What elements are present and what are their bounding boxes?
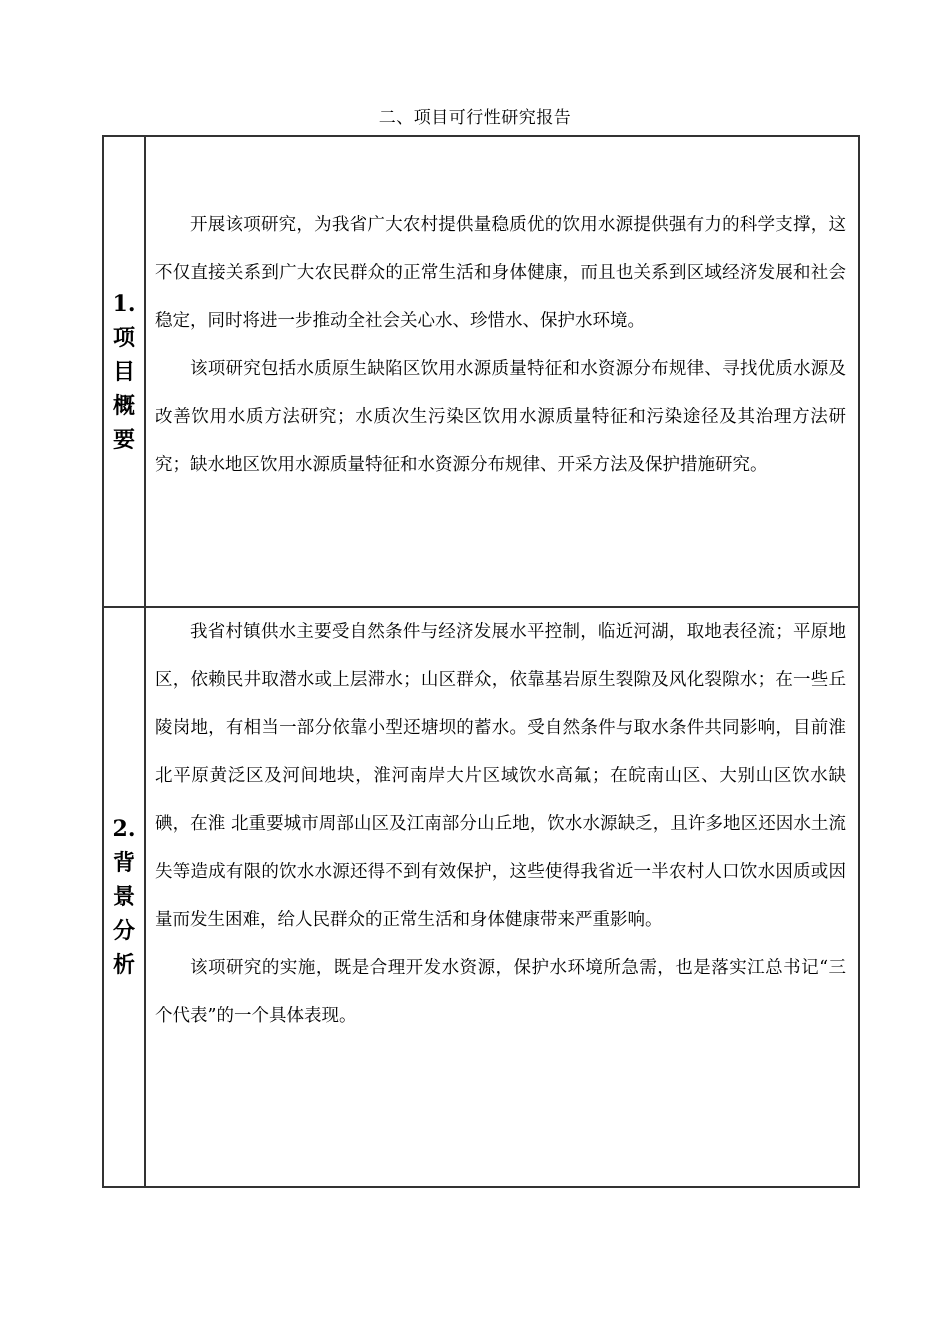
document-title: 二、项目可行性研究报告 (378, 108, 572, 128)
section-content (146, 137, 858, 606)
section-project-overview (104, 137, 858, 606)
section-label-char: 项 (112, 324, 135, 351)
section-number: 1. (112, 290, 136, 317)
section-label-char: 析 (112, 952, 135, 978)
section-label-char: 概 (112, 392, 135, 419)
section-label-char: 要 (112, 426, 135, 453)
section-label-cell (104, 137, 146, 606)
section-number: 2. (112, 816, 136, 842)
report-table (102, 135, 860, 1188)
section-label-cell (104, 608, 146, 1186)
section-label-char: 分 (112, 918, 135, 944)
section-label-char: 目 (112, 358, 135, 385)
section-content (146, 608, 858, 1186)
section-label-char: 景 (112, 884, 135, 910)
section-background-analysis (104, 606, 858, 1186)
paragraph: 该项研究包括水质原生缺陷区饮用水源质量特征和水资源分布规律、寻找优质水源及改善饮用水质方法研究；水质次生污染区饮用水源质量特征和污染途径及其治理方法研究；缺水地区饮用水源质量特征和水资源分布规律、开采方法及保护措施研究。 (155, 359, 846, 475)
section-label-char: 背 (112, 850, 135, 876)
paragraph: 开展该项研究，为我省广大农村提供量稳质优的饮用水源提供强有力的科学支撑，这不仅直接关系到广大农民群众的正常生活和身体健康，而且也关系到区域经济发展和社会稳定，同时将进一步推动全社会关心水、珍惜水、保护水环境。 (155, 215, 846, 331)
paragraph: 我省村镇供水主要受自然条件与经济发展水平控制，临近河湖，取地表径流；平原地区，依赖民井取潜水或上层滞水；山区群众，依靠基岩原生裂隙及风化裂隙水；在一些丘陵岗地，有相当一部分依靠小型还塘坝的蓄水。受自然条件与取水条件共同影响，目前淮北平原黄泛区及河间地块，淮河南岸大片区域饮水高氟；在皖南山区、大别山区饮水缺碘，在淮 北重要城市周部山区及江南部分山丘地，饮水水源缺乏，且许多地区还因水土流失等造成有限的饮水水源还得不到有效保护，这些使得我省近一半农村人口饮水因质或因量而发生困难，给人民群众的正常生活和身体健康带来严重影响。 (155, 622, 846, 930)
paragraph: 该项研究的实施，既是合理开发水资源，保护水环境所急需，也是落实江总书记“三个代表”的一个具体表现。 (155, 958, 846, 1026)
